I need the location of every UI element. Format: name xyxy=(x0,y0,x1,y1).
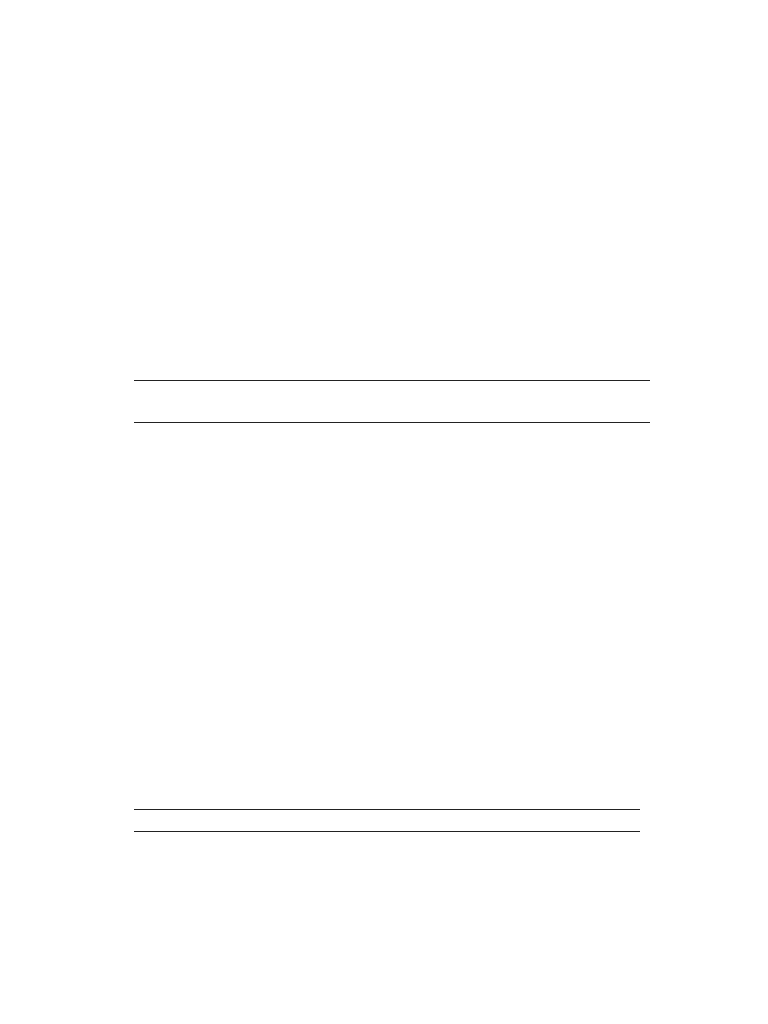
totals-bottom-rule xyxy=(134,831,640,832)
totals-top-rule xyxy=(134,809,640,810)
table-top-rule xyxy=(134,380,650,381)
table-header-rule xyxy=(134,422,650,423)
